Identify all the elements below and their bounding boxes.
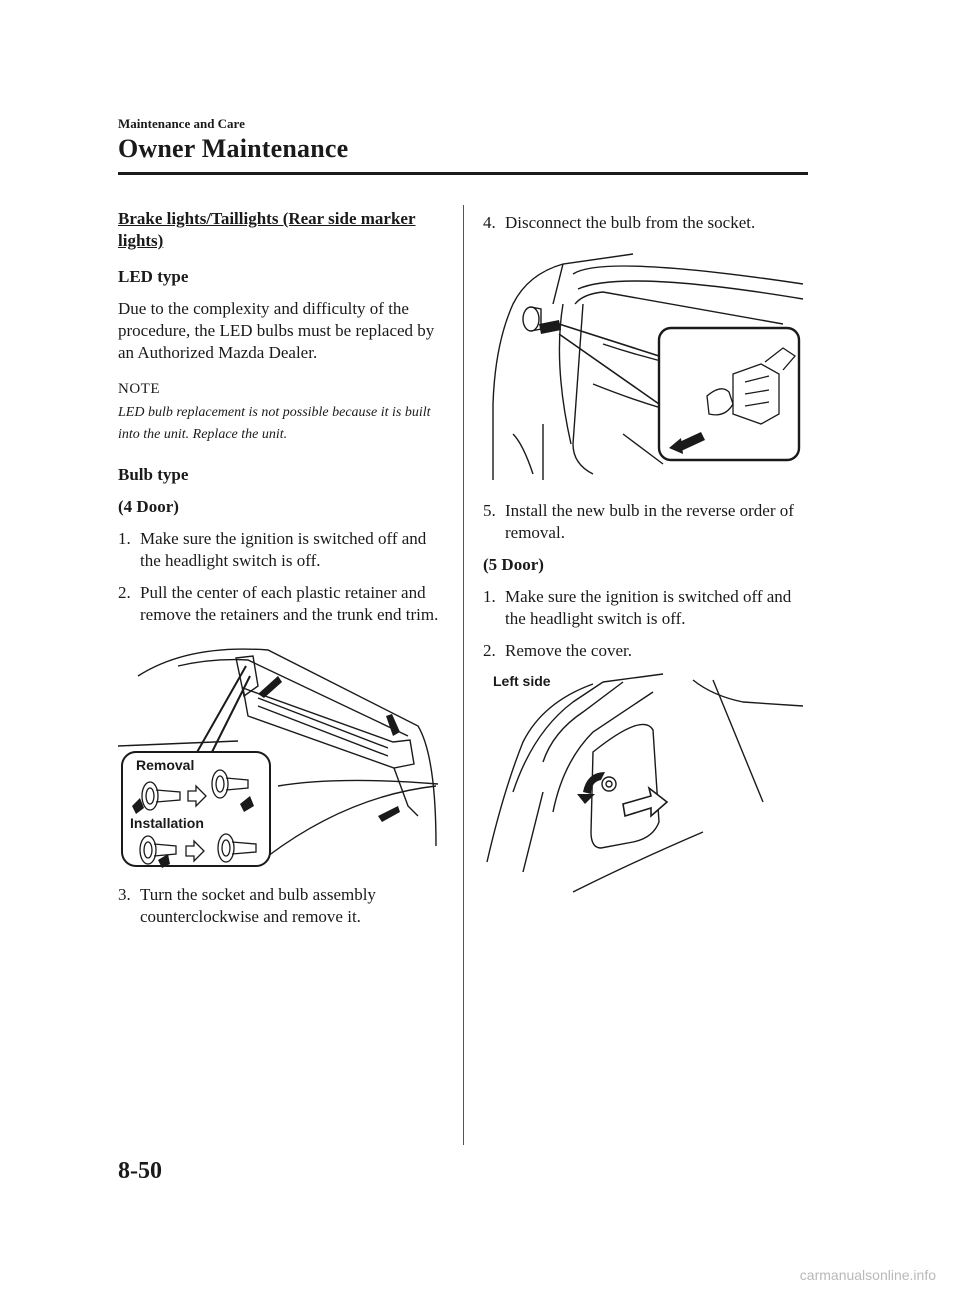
step-text: Disconnect the bulb from the socket. [505, 213, 756, 232]
step-item [483, 640, 813, 662]
step-text: Make sure the ignition is switched off and the headlight switch is off. [140, 529, 427, 570]
section-label: Maintenance and Care [118, 116, 245, 131]
left-column [118, 208, 440, 938]
note-text: LED bulb replacement is not possible because it is built into the unit. Replace the unit. [118, 405, 431, 442]
right-column [483, 212, 813, 910]
header-rule [118, 172, 808, 175]
trunk-trim-illustration [118, 636, 440, 868]
led-type-heading: LED type [118, 267, 189, 286]
step-item [483, 212, 813, 234]
page-title: Owner Maintenance [118, 134, 349, 163]
step-item [118, 582, 440, 626]
brake-lights-heading: Brake lights/Taillights (Rear side marker lights) [118, 209, 416, 250]
step-text: Turn the socket and bulb assembly counterclockwise and remove it. [140, 885, 376, 926]
step-text: Pull the center of each plastic retainer and remove the retainers and the trunk end trim. [140, 583, 439, 624]
step-number: 5. [483, 501, 496, 520]
step-number: 4. [483, 213, 496, 232]
removal-label: Removal [136, 757, 195, 773]
left-side-label: Left side [493, 673, 551, 689]
step-item [118, 528, 440, 572]
five-door-heading: (5 Door) [483, 555, 544, 574]
step-number: 2. [118, 583, 131, 602]
column-divider [463, 205, 464, 1145]
watermark: carmanualsonline.info [799, 1267, 936, 1283]
step-number: 3. [118, 885, 131, 904]
four-door-heading: (4 Door) [118, 497, 179, 516]
page-number: 8-50 [118, 1158, 162, 1184]
step-text: Install the new bulb in the reverse order of removal. [505, 501, 794, 542]
bulb-type-heading: Bulb type [118, 465, 189, 484]
step-text: Remove the cover. [505, 641, 632, 660]
installation-label: Installation [130, 815, 204, 831]
cover-removal-illustration [483, 672, 805, 894]
step-number: 1. [118, 529, 131, 548]
step-item [483, 500, 813, 544]
step-number: 2. [483, 641, 496, 660]
led-paragraph: Due to the complexity and difficulty of the procedure, the LED bulbs must be replaced by an Authorized Mazda Dealer. [118, 299, 435, 362]
step-number: 1. [483, 587, 496, 606]
step-item [118, 884, 440, 928]
step-item [483, 586, 813, 630]
step-text: Make sure the ignition is switched off and the headlight switch is off. [505, 587, 792, 628]
note-label: NOTE [118, 381, 160, 397]
bulb-disconnect-illustration [483, 244, 805, 484]
